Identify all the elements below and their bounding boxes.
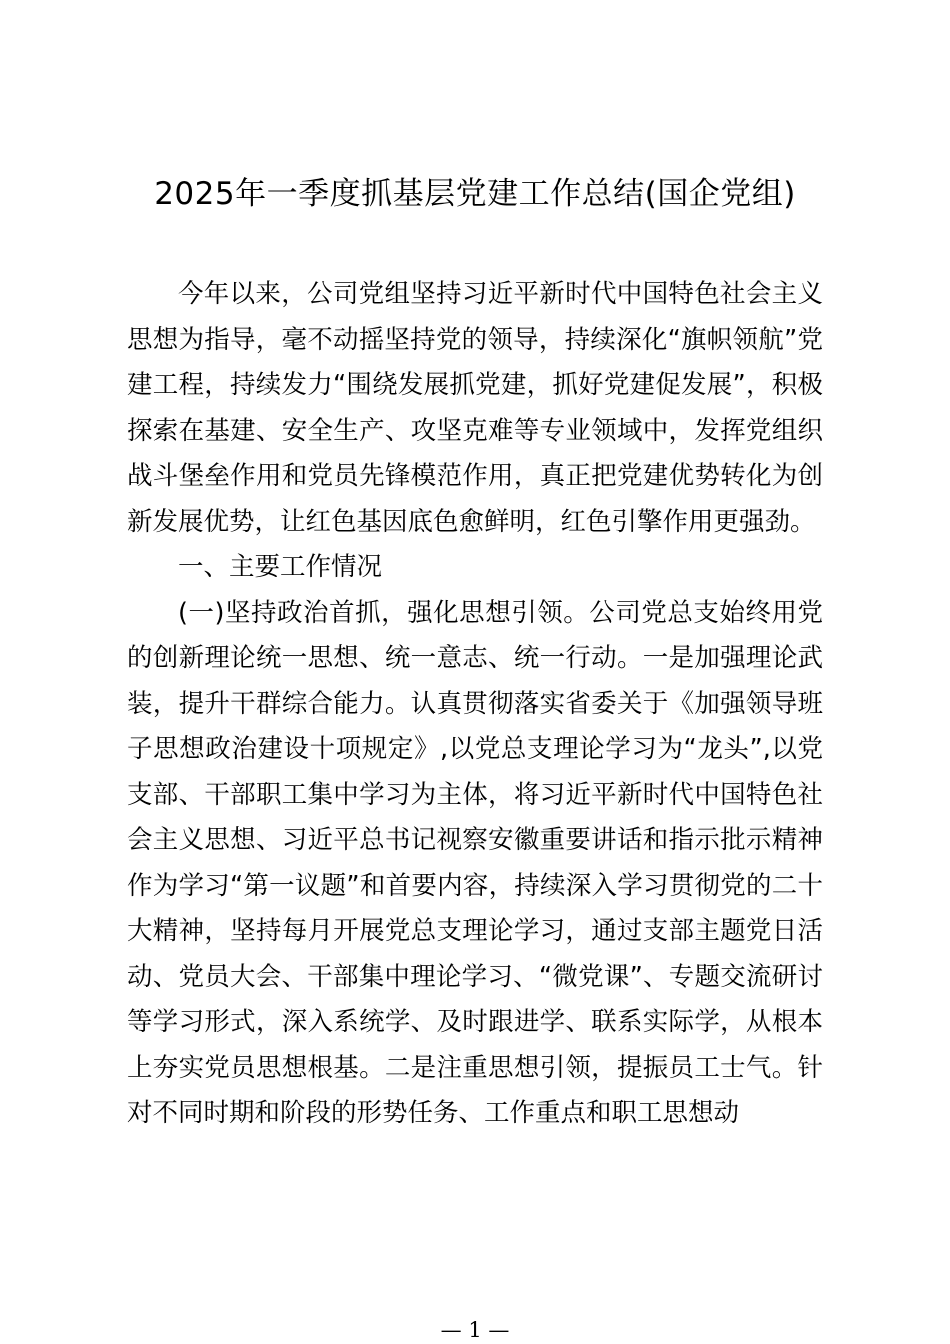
- document-body: [127, 272, 823, 1137]
- section-heading: 一、主要工作情况: [178, 552, 383, 582]
- body-paragraph: (一)坚持政治首抓，强化思想引领。公司党总支始终用党的创新理论统一思想、统一意志、统一行动。一是加强理论武装，提升干群综合能力。认真贯彻落实省委关于《加强领导班子思想政治建设十项规定》,以党总支理论学习为“龙头”,以党支部、干部职工集中学习为主体，将习近平新时代中国特色社会主义思想、习近平总书记视察安徽重要讲话和指示批示精神作为学习“第一议题”和首要内容，持续深入学习贯彻党的二十大精神，坚持每月开展党总支理论学习，通过支部主题党日活动、党员大会、干部集中理论学习、“微党课”、专题交流研讨等学习形式，深入系统学、及时跟进学、联系实际学，从根本上夯实党员思想根基。二是注重思想引领，提振员工士气。针对不同时期和阶段的形势任务、工作重点和职工思想动: [127, 597, 823, 1128]
- intro-paragraph: 今年以来，公司党组坚持习近平新时代中国特色社会主义思想为指导，毫不动摇坚持党的领导，持续深化“旗帜领航”党建工程，持续发力“围绕发展抓党建，抓好党建促发展”，积极探索在基建、安全生产、攻坚克难等专业领域中，发挥党组织战斗堡垒作用和党员先锋模范作用，真正把党建优势转化为创新发展优势，让红色基因底色愈鲜明，红色引擎作用更强劲。: [127, 279, 823, 537]
- page-number: — 1 —: [440, 1318, 510, 1342]
- document-title: 2025年一季度抓基层党建工作总结(国企党组): [154, 176, 796, 212]
